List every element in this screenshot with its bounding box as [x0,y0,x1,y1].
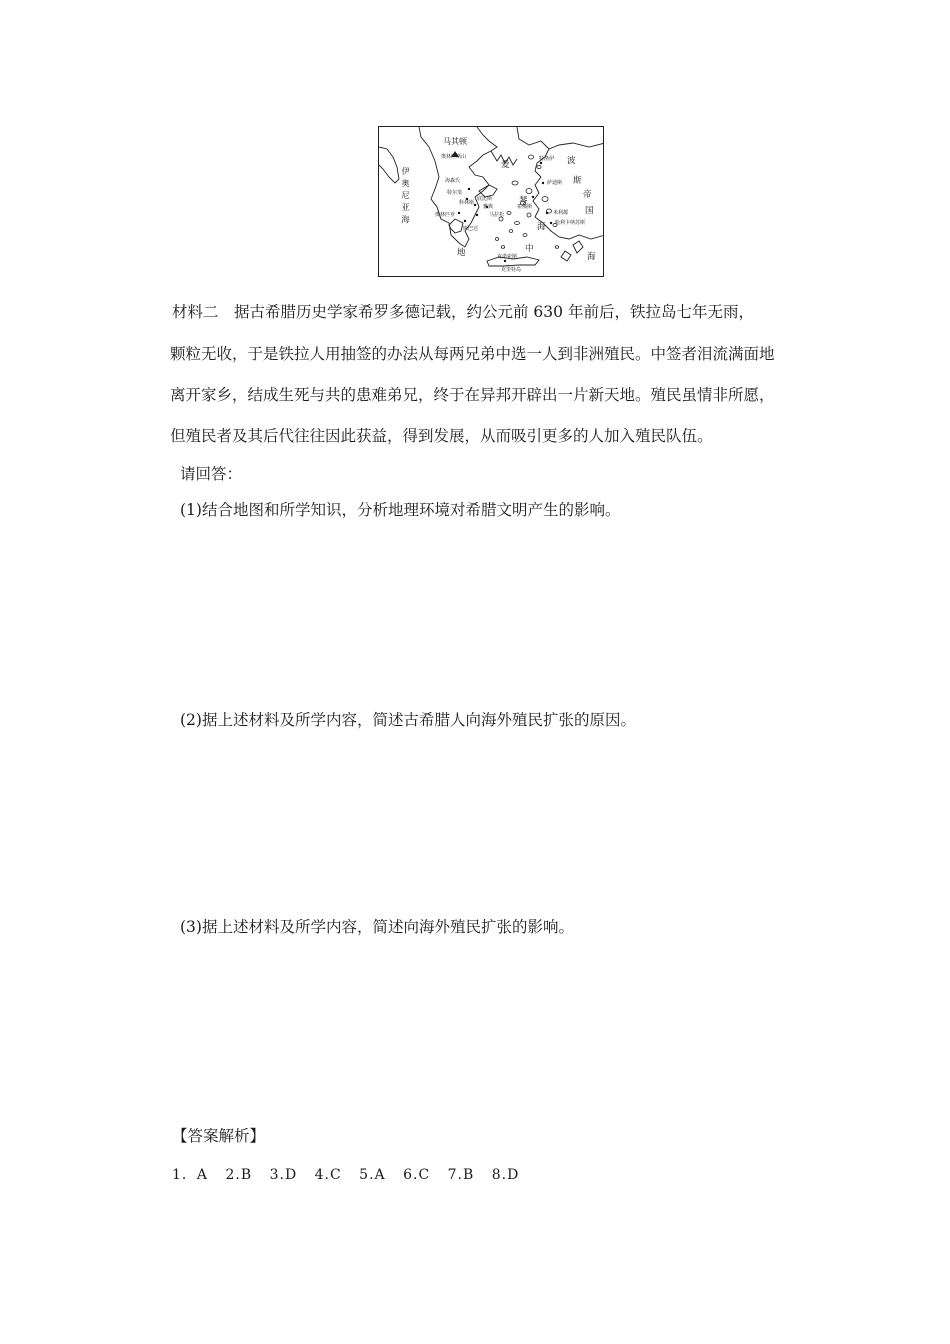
map-label-crete: 克里特岛 [501,267,522,273]
map-label-med-3: 海 [587,252,596,262]
answer-item: 1．A [172,1167,209,1183]
material2-line-4: 但殖民者及其后代往往因此获益，得到发展，从而吸引更多的人加入殖民队伍。 [170,427,713,445]
answer-item: 3.D [269,1167,298,1183]
map-label-troy: 特洛伊 [539,156,555,162]
material2-line-3: 离开家乡，结成生死与共的患难弟兄，终于在异邦开辟出一片新天地。殖民虽情非所愿， [170,386,775,404]
answer-item: 4.C [314,1167,342,1183]
ancient-greece-map [378,126,604,277]
answer-item: 8.D [491,1167,520,1183]
answer-prompt: 请回答： [180,465,243,483]
map-label-halicarnassus: 哈利卡纳苏斯 [555,220,586,226]
map-label-miletus: 米利都 [553,210,569,216]
map-label-chios: 希俄斯 [517,204,533,210]
answer-item: 2.B [225,1167,253,1183]
answer-item: 6.C [403,1167,431,1183]
map-label-aegean-1: 爱 [501,160,510,170]
map-label-marathon: 马拉松 [489,212,505,218]
map-label-knossos: 克诺索斯 [497,254,518,260]
map-label-aegean-2: 琴 [519,196,528,206]
map-label-persia-4: 国 [585,206,594,216]
map-label-olympia: 奥林匹亚 [435,212,456,218]
answer-item: 7.B [447,1167,475,1183]
answer-key-list [172,1164,531,1184]
map-label-corinth: 科林斯 [459,200,475,206]
map-coastlines [379,127,604,277]
map-label-ionian-sea: 伊奥尼亚海 [401,167,410,227]
question-2: (2)据上述材料及所学内容，简述古希腊人向海外殖民扩张的原因。 [180,711,636,729]
question-1: (1)结合地图和所学知识，分析地理环境对希腊文明产生的影响。 [180,501,621,519]
material2-line-2: 颗粒无收，于是铁拉人用抽签的办法从每两兄弟中选一人到非洲殖民。中签者泪流满面地 [170,345,775,363]
map-label-olympus: 奥林匹斯山 [441,154,467,160]
map-label-persia-2: 斯 [573,176,582,186]
map-label-macedonia: 马其顿 [443,137,467,146]
map-label-delphi: 特尔斐 [447,190,463,196]
material2-line-1: 材料二 据古希腊历史学家希罗多德记载，约公元前 630 年前后，铁拉岛七年无雨， [172,303,754,321]
map-label-aegean-3: 海 [537,222,546,232]
map-label-persia-3: 帝 [583,190,592,200]
map-label-athens: 雅典 [483,204,494,210]
map-label-sardis: 萨迪斯 [547,180,563,186]
map-label-thessaly: 海森氏 [445,178,461,184]
map-label-med-2: 中 [525,244,534,254]
map-label-med-1: 地 [457,248,466,258]
question-3: (3)据上述材料及所学内容，简述向海外殖民扩张的影响。 [180,918,574,936]
map-label-sparta: 斯巴达 [463,226,479,232]
answer-section-heading: 【答案解析】 [172,1127,266,1145]
map-label-persia-1: 波 [567,156,576,166]
answer-item: 5.A [359,1167,386,1183]
map-label-thebes: 底比斯 [477,196,493,202]
